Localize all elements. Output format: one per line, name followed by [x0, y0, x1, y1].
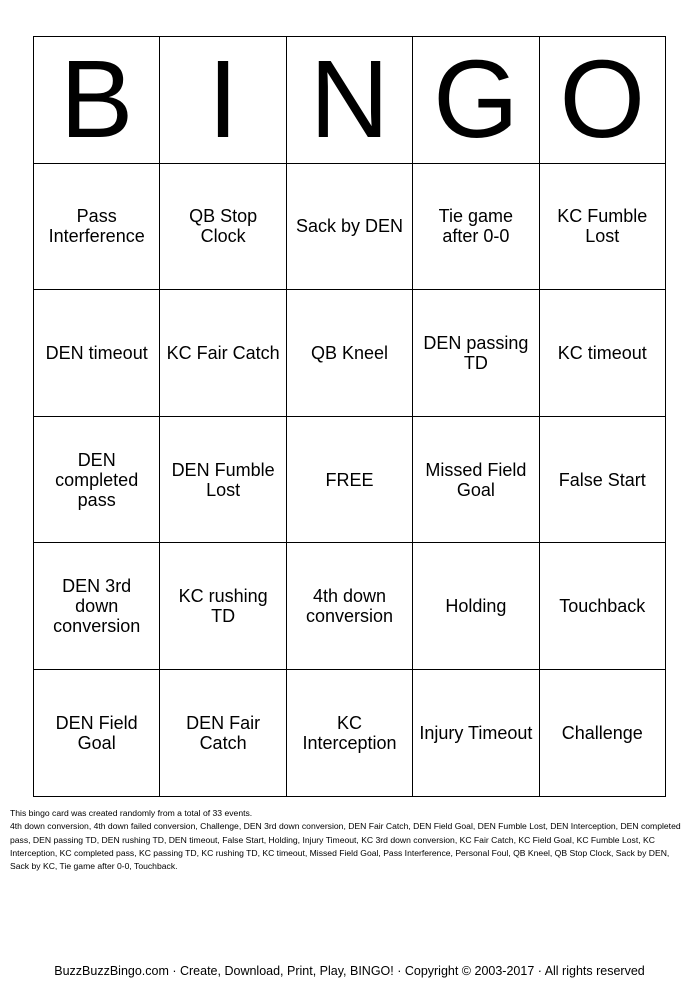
- bingo-cell: KC Fair Catch: [160, 290, 286, 417]
- bingo-row: [34, 669, 666, 796]
- bingo-row: [34, 543, 666, 670]
- bingo-cell: DEN completed pass: [34, 416, 160, 543]
- bingo-cell: DEN passing TD: [413, 290, 539, 417]
- bingo-cell: KC Interception: [286, 669, 412, 796]
- copyright-line: BuzzBuzzBingo.com · Create, Download, Print, Play, BINGO! · Copyright © 2003-2017 · All rights reserved: [54, 964, 645, 978]
- bingo-grid: [34, 37, 666, 797]
- bingo-header-row: [34, 37, 666, 164]
- bingo-cell: KC Fumble Lost: [539, 163, 665, 290]
- header-letter-i: I: [160, 37, 286, 164]
- header-letter-g: G: [413, 37, 539, 164]
- bingo-cell: 4th down conversion: [286, 543, 412, 670]
- bingo-cell: KC timeout: [539, 290, 665, 417]
- bingo-cell: DEN Field Goal: [34, 669, 160, 796]
- header-letter-o: O: [539, 37, 665, 164]
- header-letter-b: B: [34, 37, 160, 164]
- bingo-card: [33, 36, 666, 797]
- bingo-cell: KC rushing TD: [160, 543, 286, 670]
- event-list: 4th down conversion, 4th down failed conversion, Challenge, DEN 3rd down conversion, DEN Fair Catch, DEN Field Goal, DEN Fumble Lost, DEN Interception, DEN completed pass, DEN passing TD, DEN rushing TD, DEN timeout, False Start, Holding, Injury Timeout, KC 3rd down conversion, KC Fair Catch, KC Field Goal, KC Fumble Lost, KC Interception, KC completed pass, KC passing TD, KC rushing TD, KC timeout, Missed Field Goal, Pass Interference, Personal Foul, QB Kneel, QB Stop Clock, Sack by DEN, Sack by KC, Tie game after 0-0, Touchback.: [10, 821, 681, 872]
- bingo-cell: Pass Interference: [34, 163, 160, 290]
- bingo-row: [34, 416, 666, 543]
- bingo-cell: DEN 3rd down conversion: [34, 543, 160, 670]
- event-total-summary: This bingo card was created randomly from a total of 33 events.: [10, 808, 253, 818]
- bingo-cell: Sack by DEN: [286, 163, 412, 290]
- bingo-cell: Touchback: [539, 543, 665, 670]
- bingo-cell: Injury Timeout: [413, 669, 539, 796]
- bingo-cell: Challenge: [539, 669, 665, 796]
- bingo-cell: DEN Fumble Lost: [160, 416, 286, 543]
- bingo-cell: Holding: [413, 543, 539, 670]
- card-footer-notes: [10, 807, 690, 873]
- bingo-cell: QB Kneel: [286, 290, 412, 417]
- bingo-cell: False Start: [539, 416, 665, 543]
- bingo-cell: QB Stop Clock: [160, 163, 286, 290]
- header-letter-n: N: [286, 37, 412, 164]
- bingo-cell: DEN timeout: [34, 290, 160, 417]
- bingo-free-cell: FREE: [286, 416, 412, 543]
- bingo-cell: Missed Field Goal: [413, 416, 539, 543]
- bingo-cell: Tie game after 0-0: [413, 163, 539, 290]
- bingo-cell: DEN Fair Catch: [160, 669, 286, 796]
- bingo-row: [34, 290, 666, 417]
- bingo-row: [34, 163, 666, 290]
